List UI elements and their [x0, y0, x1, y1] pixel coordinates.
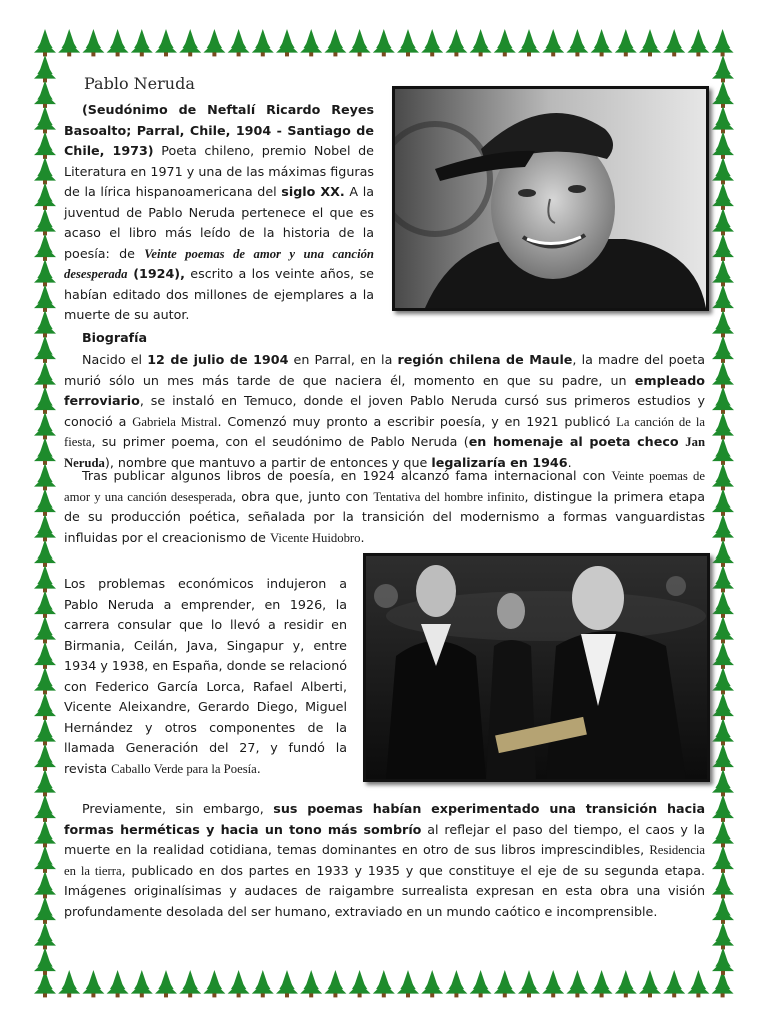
- biography-heading: Biografía: [82, 330, 148, 345]
- biography-paragraph-2: Tras publicar algunos libros de poesía, en 1924 alcanzó fama internacional con Veinte poemas de amor y una canción desesperada, obra que, junto con Tentativa del hombre infinito, distingue la primera etapa de su producción poética, señalada por la transición del modernismo a formas vanguardistas influidas por el creacionismo de Vicente Huidobro.: [64, 468, 705, 545]
- biography-paragraph-3: Los problemas económicos indujeron a Pablo Neruda a emprender, en 1926, la carrera consular que lo llevó a residir en Birmania, Ceilán, Java, Singapur y, entre 1934 y 1938, en España, donde se relacionó con Federico García Lorca, Rafael Alberti, Vicente Aleixandre, Gerardo Diego, Miguel Hernández y otros componentes de la llamada Generación del 27, y fundó la revista Caballo Verde para la Poesía.: [64, 576, 347, 776]
- portrait-photo: [392, 86, 709, 311]
- biography-paragraph-1: Nacido el 12 de julio de 1904 en Parral, en la región chilena de Maule, la madre del poeta murió sólo un mes más tarde de que naciera él, momento en que su padre, un empleado ferroviario, se instaló en Temuco, donde el joven Pablo Neruda cursó sus primeros estudios y conoció a Gabriela Mistral. Comenzó muy pronto a escribir poesía, y en 1921 publicó La canción de la fiesta, su primer poema, con el seudónimo de Pablo Neruda (en homenaje al poeta checo Jan Neruda), nombre que mantuvo a partir de entonces y que legalizaría en 1946.: [64, 352, 706, 470]
- page-title: Pablo Neruda: [84, 74, 195, 93]
- intro-paragraph: (Seudónimo de Neftalí Ricardo Reyes Basoalto; Parral, Chile, 1904 - Santiago de Chile, 1973) Poeta chileno, premio Nobel de Literatura en 1971 y una de las máximas figuras de la lírica hispanoamericana del siglo XX. A la juventud de Pablo Neruda pertenece el que es acaso el libro más leído de la historia de la poesía: de Veinte poemas de amor y una canción desesperada (1924), escrito a los veinte años, se habían editado dos millones de ejemplares a la muerte de su autor.: [64, 102, 374, 322]
- biography-paragraph-4: Previamente, sin embargo, sus poemas habían experimentado una transición hacia formas herméticas y hacia un tono más sombrío al reflejar el paso del tiempo, el caos y la muerte en la realidad cotidiana, temas dominantes en otro de sus libros imprescindibles, Residencia en la tierra, publicado en dos partes en 1933 y 1935 y que constituye el eje de su segunda etapa. Imágenes originalísimas y audaces de raigambre surrealista expresan en esta obra una visión profundamente desolada del ser humano, extraviado en un mundo caótico e incomprensible.: [64, 801, 706, 919]
- nobel-ceremony-photo: [363, 553, 710, 782]
